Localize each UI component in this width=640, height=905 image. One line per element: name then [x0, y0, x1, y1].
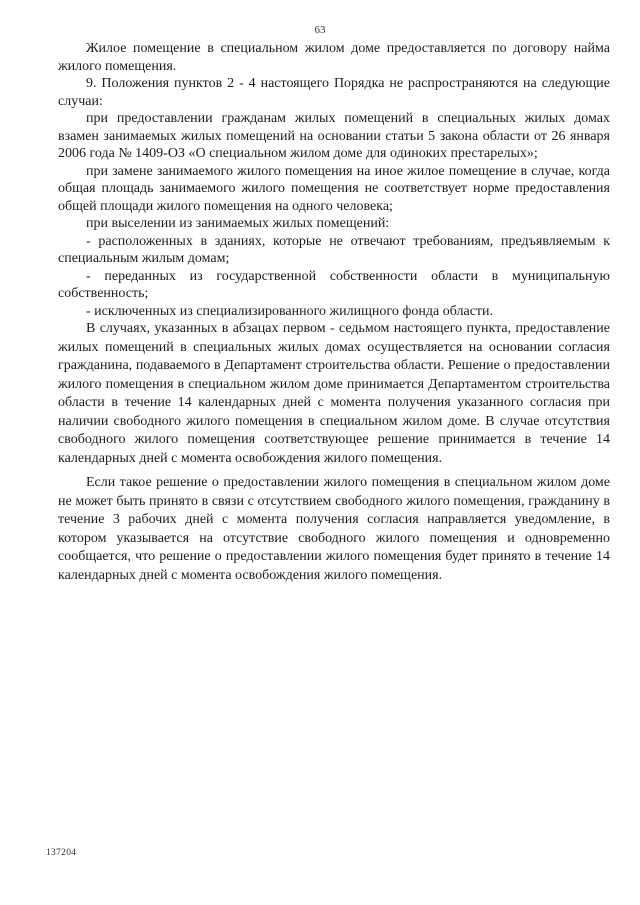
- paragraph-case-replacement: при замене занимаемого жилого помещения на иное жилое помещение в случае, когда общая площадь занимаемого жилого помещения не соответствует норме предоставления общей площади жилого помещения на одного человека;: [58, 163, 610, 214]
- body-text: [58, 40, 610, 585]
- paragraph-case-law-1409: при предоставлении гражданам жилых помещений в специальных жилых домах взамен занимаемых жилых помещений на основании статьи 5 закона области от 26 января 2006 года № 1409-ОЗ «О специальном жилом доме для одиноких престарелых»;: [58, 111, 610, 161]
- list-item-excluded: - исключенных из специализированного жилищного фонда области.: [86, 303, 494, 319]
- paragraph-consent-procedure: В случаях, указанных в абзацах первом - седьмом настоящего пункта, предоставление жилых помещений в специальных жилых домах осуществляется на основании согласия гражданина, подаваемого в Департамент строительства области. Решение о предоставлении жилого помещения в специальном жилом доме принимается Департаментом строительства области в течение 14 календарных дней с момента получения указанного согласия при наличии свободного жилого помещения в специальном жилом доме. В случае отсутствия свободного жилого помещения соответствующее решение принимается в течение 14 календарных дней с момента освобождения жилого помещения.: [58, 321, 610, 466]
- list-item-buildings: - расположенных в зданиях, которые не отвечают требованиям, предъявляемым к специальным жилым домам;: [58, 233, 610, 266]
- paragraph-housing-contract: Жилое помещение в специальном жилом доме предоставляется по договору найма жилого помещения.: [58, 41, 610, 74]
- paragraph-notification: Если такое решение о предоставлении жилого помещения в специальном жилом доме не может быть принято в связи с отсутствием свободного жилого помещения, гражданину в течение 3 рабочих дней с момента получения согласия направляется уведомление, в котором указывается на отсутствие свободного жилого помещения и одновременно сообщается, что решение о предоставлении жилого помещения будет принято в течение 14 календарных дней с момента освобождения жилого помещения.: [58, 475, 610, 583]
- list-item-transferred: - переданных из государственной собственности области в муниципальную собственность;: [58, 268, 610, 301]
- document-code: 137204: [46, 848, 77, 858]
- paragraph-case-eviction: при выселении из занимаемых жилых помещений:: [86, 216, 390, 231]
- paragraph-item-9: 9. Положения пунктов 2 - 4 настоящего Порядка не распространяются на следующие случаи:: [58, 76, 610, 109]
- page-number: 63: [314, 24, 326, 36]
